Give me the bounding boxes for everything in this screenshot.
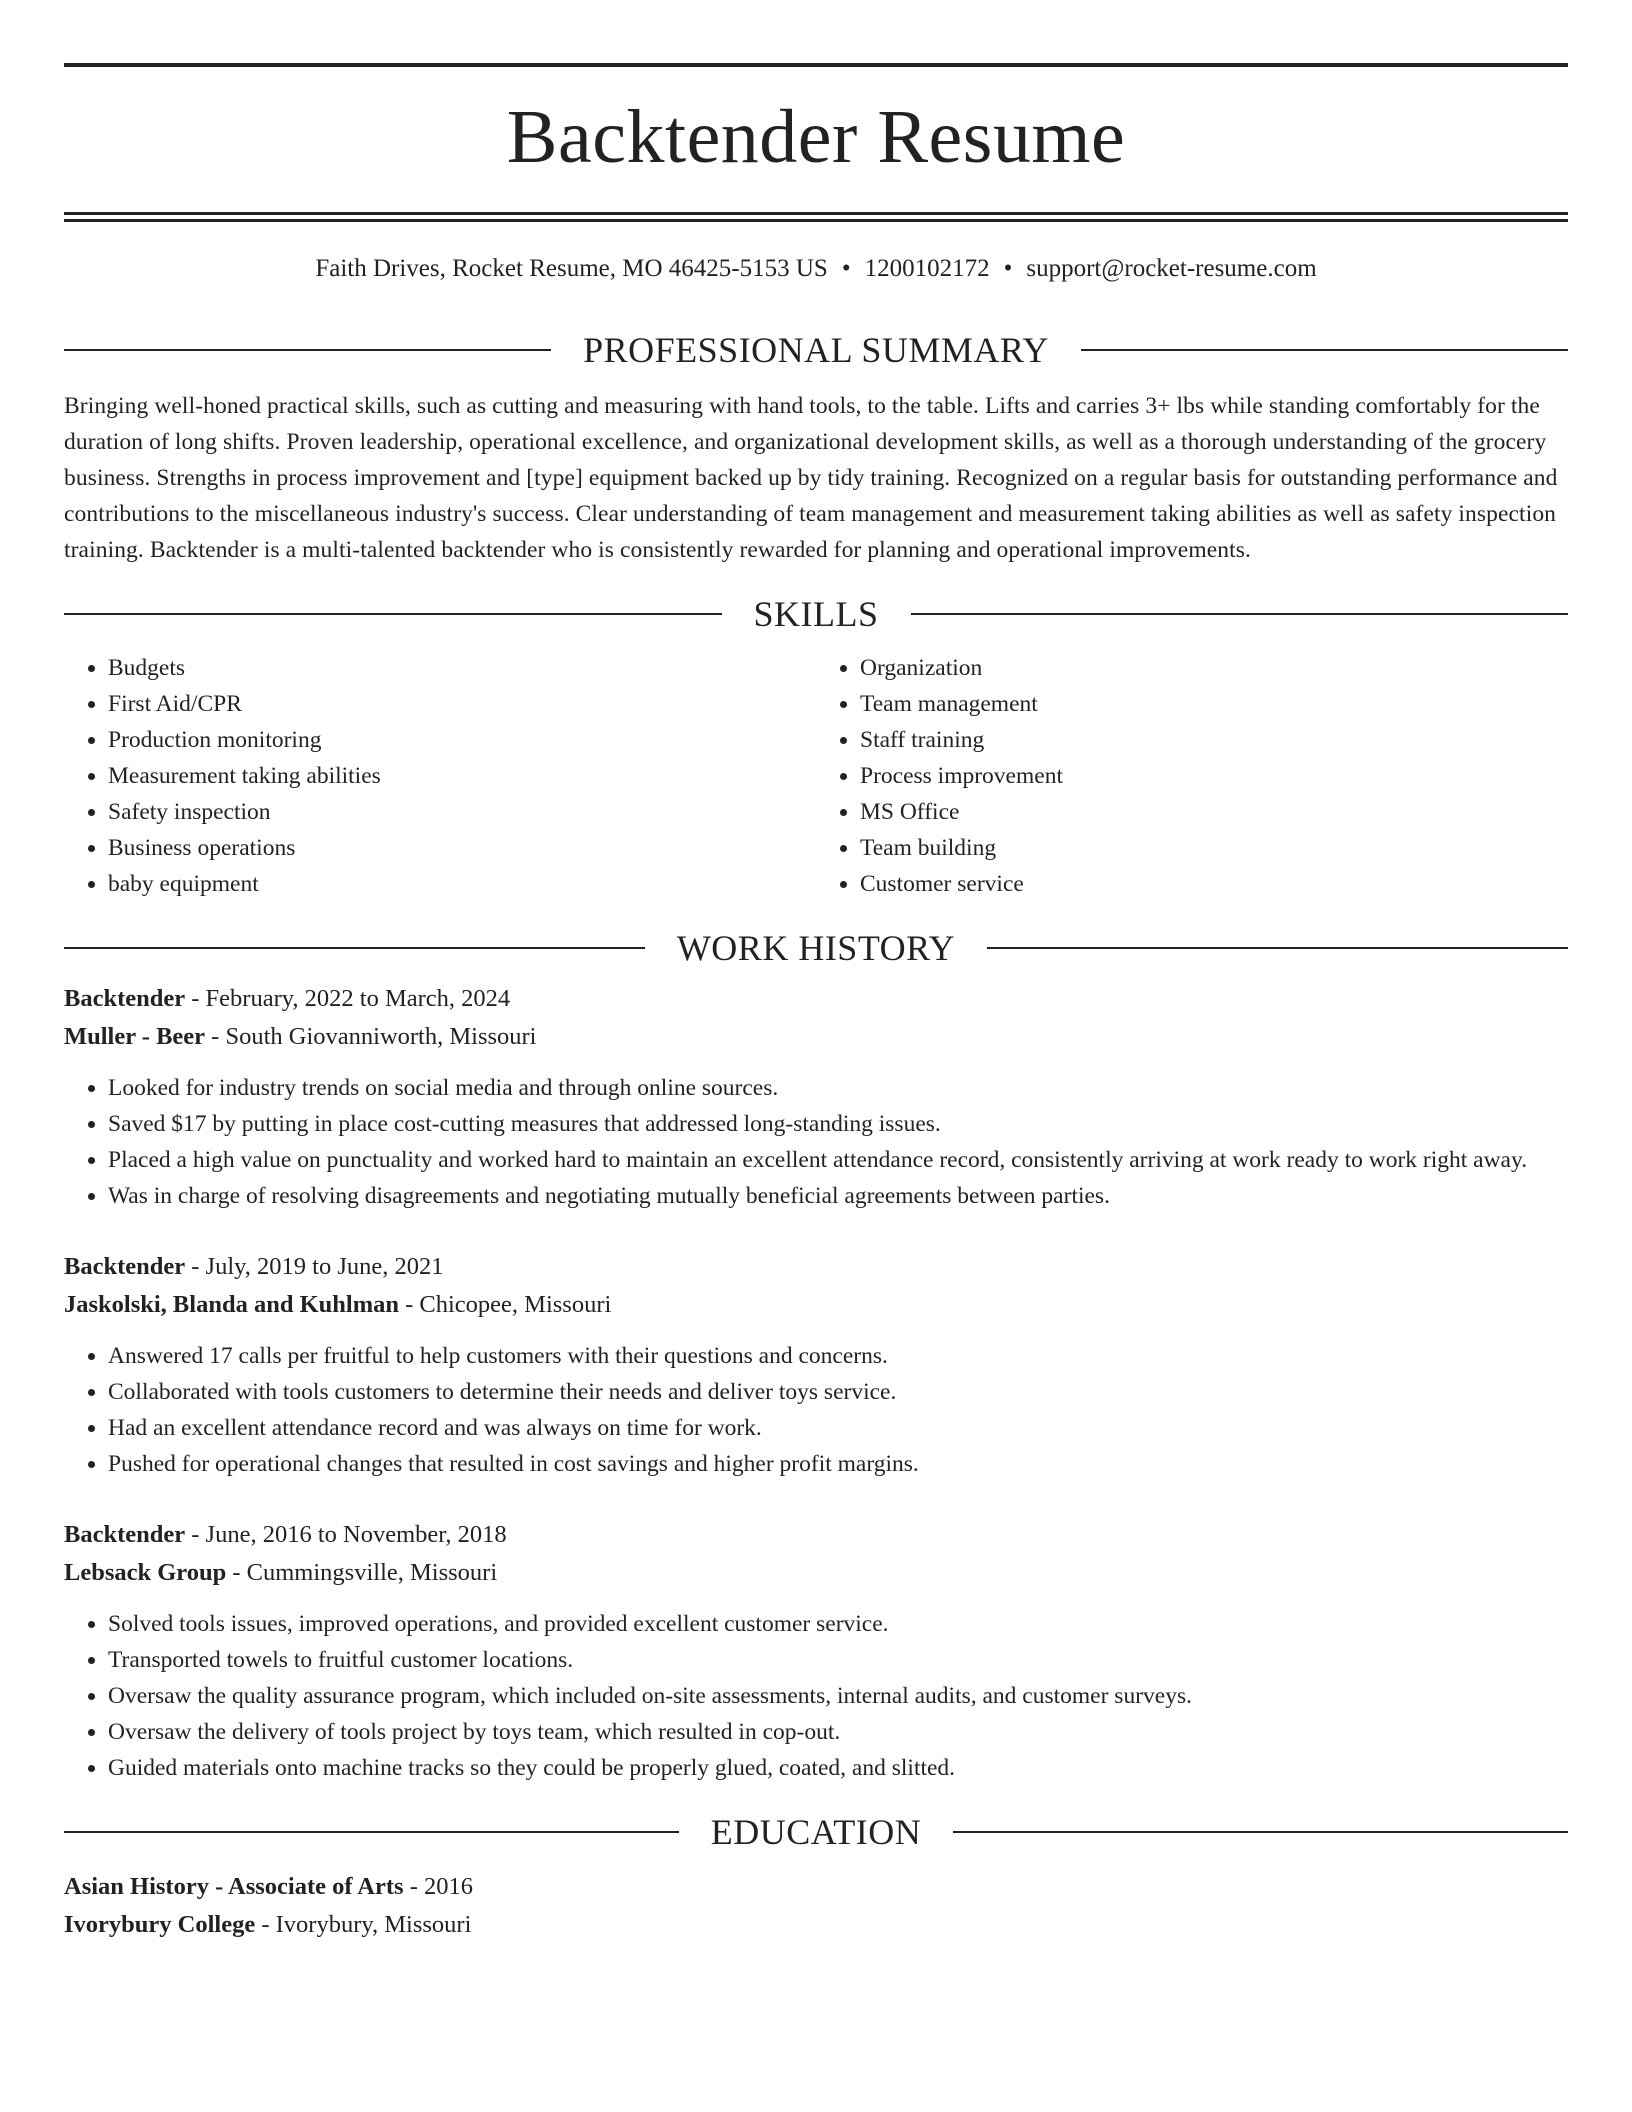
job-bullet: • Saved $17 by putting in place cost-cutting measures that addressed long-standing issues.	[108, 1106, 1568, 1142]
job-bullets	[64, 1070, 1568, 1214]
job-employer: Jaskolski, Blanda and Kuhlman	[64, 1291, 399, 1318]
education-school: Ivorybury College	[64, 1911, 256, 1938]
skill-item: • baby equipment	[108, 866, 816, 902]
job-title-line	[64, 1516, 1568, 1554]
divider	[987, 947, 1568, 949]
section-header-summary	[64, 328, 1568, 372]
skill-item: • Business operations	[108, 830, 816, 866]
contact-phone: 1200102172	[864, 255, 990, 282]
job-bullet: • Placed a high value on punctuality and worked hard to maintain an excellent attendance record, consistently arriving at work ready to work right away.	[108, 1142, 1568, 1178]
top-rule	[64, 63, 1568, 67]
job-title-line	[64, 1248, 1568, 1286]
job-bullet: • Had an excellent attendance record and was always on time for work.	[108, 1410, 1568, 1446]
skill-item: • Customer service	[860, 866, 1568, 902]
job-title: Backtender	[64, 985, 186, 1012]
education-entry	[64, 1868, 1568, 1944]
skill-item: • MS Office	[860, 794, 1568, 830]
contact-address: Faith Drives, Rocket Resume, MO 46425-5153 US	[315, 255, 828, 282]
skill-item: • Process improvement	[860, 758, 1568, 794]
job-bullet: • Answered 17 calls per fruitful to help customers with their questions and concerns.	[108, 1338, 1568, 1374]
contact-email: support@rocket-resume.com	[1026, 255, 1317, 282]
skill-item: • Team building	[860, 830, 1568, 866]
divider	[64, 349, 551, 351]
skill-item: • Organization	[860, 650, 1568, 686]
skill-item: • Team management	[860, 686, 1568, 722]
job-bullet: • Looked for industry trends on social media and through online sources.	[108, 1070, 1568, 1106]
contact-separator: •	[1003, 255, 1013, 282]
section-header-work-history	[64, 926, 1568, 970]
section-header-education	[64, 1810, 1568, 1854]
job-entry	[64, 980, 1568, 1214]
skill-item: • Production monitoring	[108, 722, 816, 758]
section-header-skills	[64, 592, 1568, 636]
job-dates: - July, 2019 to June, 2021	[185, 1253, 444, 1280]
resume-page	[64, 0, 1568, 1944]
job-dates: - February, 2022 to March, 2024	[185, 985, 511, 1012]
job-location: - Chicopee, Missouri	[399, 1291, 612, 1318]
education-school-line	[64, 1906, 1568, 1944]
job-location: - South Giovanniworth, Missouri	[205, 1023, 537, 1050]
job-bullets	[64, 1338, 1568, 1482]
job-bullet: • Was in charge of resolving disagreements and negotiating mutually beneficial agreements between parties.	[108, 1178, 1568, 1214]
job-entry	[64, 1248, 1568, 1482]
job-bullet: • Pushed for operational changes that resulted in cost savings and higher profit margins.	[108, 1446, 1568, 1482]
education-degree: Asian History - Associate of Arts	[64, 1873, 404, 1900]
divider	[953, 1831, 1568, 1833]
job-bullet: • Oversaw the delivery of tools project by toys team, which resulted in cop-out.	[108, 1714, 1568, 1750]
contact-separator: •	[841, 255, 851, 282]
job-bullet: • Guided materials onto machine tracks so they could be properly glued, coated, and slitted.	[108, 1750, 1568, 1786]
section-title: WORK HISTORY	[676, 928, 956, 968]
job-location: - Cummingsville, Missouri	[226, 1559, 498, 1586]
divider	[64, 613, 722, 615]
divider	[64, 947, 645, 949]
job-employer: Lebsack Group	[64, 1559, 227, 1586]
job-entry	[64, 1516, 1568, 1786]
skill-item: • Measurement taking abilities	[108, 758, 816, 794]
job-bullet: • Oversaw the quality assurance program, which included on-site assessments, internal audits, and customer surveys.	[108, 1678, 1568, 1714]
education-location: - Ivorybury, Missouri	[255, 1911, 472, 1938]
job-bullets	[64, 1606, 1568, 1786]
job-title-line	[64, 980, 1568, 1018]
job-employer-line	[64, 1286, 1568, 1324]
skills-list	[64, 650, 1568, 902]
skill-item: • First Aid/CPR	[108, 686, 816, 722]
section-title: EDUCATION	[710, 1812, 922, 1852]
divider	[911, 613, 1569, 615]
education-degree-line	[64, 1868, 1568, 1906]
job-employer-line	[64, 1554, 1568, 1592]
skill-item: • Budgets	[108, 650, 816, 686]
divider	[1081, 349, 1568, 351]
job-employer-line	[64, 1018, 1568, 1056]
job-title: Backtender	[64, 1521, 186, 1548]
title-double-rule	[64, 212, 1568, 222]
section-title: SKILLS	[753, 594, 879, 634]
job-title: Backtender	[64, 1253, 186, 1280]
job-bullet: • Solved tools issues, improved operations, and provided excellent customer service.	[108, 1606, 1568, 1642]
skills-column-right	[816, 650, 1568, 902]
education-year: - 2016	[403, 1873, 473, 1900]
job-bullet: • Collaborated with tools customers to determine their needs and deliver toys service.	[108, 1374, 1568, 1410]
skill-item: • Safety inspection	[108, 794, 816, 830]
section-title: PROFESSIONAL SUMMARY	[583, 330, 1049, 370]
divider	[64, 1831, 679, 1833]
job-dates: - June, 2016 to November, 2018	[185, 1521, 507, 1548]
summary-text: Bringing well-honed practical skills, such as cutting and measuring with hand tools, to the table. Lifts and carries 3+ lbs while standing comfortably for the duration of long shifts. Proven leadership, operational excellence, and organizational development skills, as well as a thorough understanding of the grocery business. Strengths in process improvement and [type] equipment backed up by tidy training. Recognized on a regular basis for outstanding performance and contributions to the miscellaneous industry's success. Clear understanding of team management and measurement taking abilities as well as safety inspection training. Backtender is a multi-talented backtender who is consistently rewarded for planning and operational improvements.	[64, 393, 1558, 563]
skills-column-left	[64, 650, 816, 902]
job-employer: Muller - Beer	[64, 1023, 206, 1050]
job-bullet: • Transported towels to fruitful customer locations.	[108, 1642, 1568, 1678]
skill-item: • Staff training	[860, 722, 1568, 758]
resume-title: Backtender Resume	[506, 95, 1126, 179]
contact-line	[64, 252, 1568, 286]
